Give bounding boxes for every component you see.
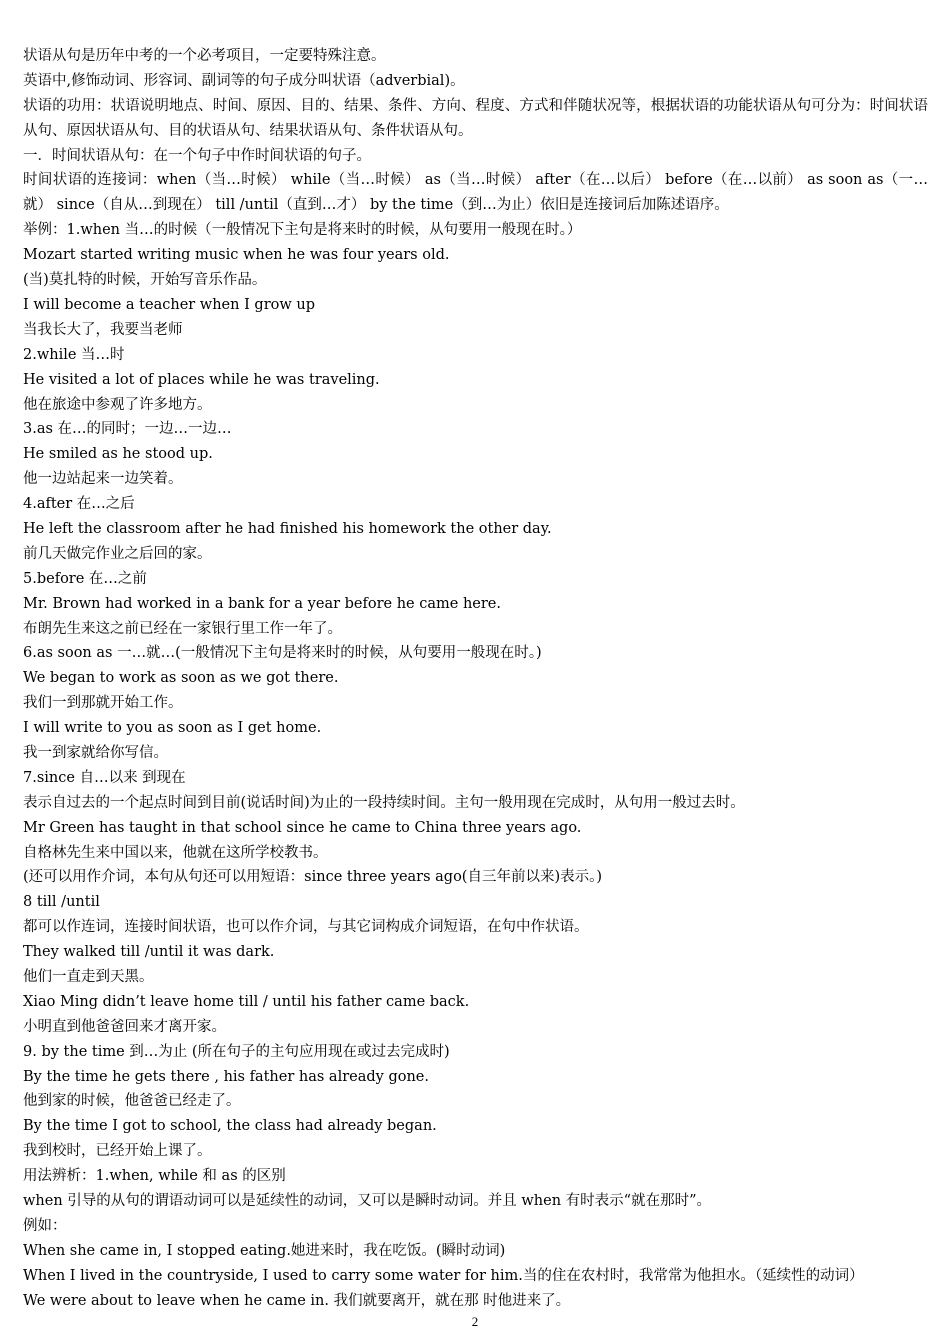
text-line: When she came in, I stopped eating.她进来时，我在吃饭。(瞬时动词) bbox=[23, 1242, 506, 1259]
text-line: 用法辨析：1.when, while 和 as 的区别 bbox=[23, 1168, 286, 1185]
text-line: He smiled as he stood up. bbox=[23, 446, 213, 463]
text-line: 都可以作连词，连接时间状语，也可以作介词，与其它词构成介词短语，在句中作状语。 bbox=[23, 919, 589, 936]
text-line: Mr Green has taught in that school since he came to China three years ago. bbox=[23, 819, 582, 836]
text-line: 他到家的时候，他爸爸已经走了。 bbox=[23, 1093, 241, 1110]
text-line: 5.before 在…之前 bbox=[23, 570, 147, 587]
text-line: 他一边站起来一边笑着。 bbox=[23, 471, 183, 488]
text-line: By the time I got to school, the class had already began. bbox=[23, 1118, 437, 1135]
text-paragraph: 状语的功用：状语说明地点、时间、原因、目的、结果、条件、方向、程度、方式和伴随状况等，根据状语的功能状语从句可分为：时间状语从句、原因状语从句、目的状语从句、结果状语从句、条件状语从句。 bbox=[23, 97, 928, 139]
text-line: By the time he gets there , his father has already gone. bbox=[23, 1068, 429, 1085]
text-line: 前几天做完作业之后回的家。 bbox=[23, 545, 212, 562]
text-line: (当)莫扎特的时候，开始写音乐作品。 bbox=[23, 272, 267, 289]
text-line: 我们一到那就开始工作。 bbox=[23, 695, 183, 712]
text-line: I will become a teacher when I grow up bbox=[23, 296, 316, 313]
text-line: 7.since 自…以来 到现在 bbox=[23, 769, 186, 786]
text-line: Xiao Ming didn’t leave home till / until his father came back. bbox=[23, 993, 470, 1010]
text-line: He visited a lot of places while he was traveling. bbox=[23, 371, 380, 388]
page-number: 2 bbox=[471, 1314, 479, 1329]
text-line: 9. by the time 到…为止 (所在句子的主句应用现在或过去完成时) bbox=[23, 1043, 450, 1060]
text-paragraph: 时间状语的连接词：when（当…时候） while（当…时候） as（当…时候） after（在…以后） before（在…以前） as soon as（一…就） since（自从…到现在） till /until（直到…才） by the time（到…为止）依旧是连接词后加陈述语序。 bbox=[23, 172, 928, 214]
section-heading: 一．时间状语从句：在一个句子中作时间状语的句子。 bbox=[23, 147, 371, 164]
text-line: 8 till /until bbox=[23, 894, 100, 911]
text-line: (还可以用作介词，本句从句还可以用短语：since three years ago(自三年前以来)表示。) bbox=[23, 869, 603, 886]
text-line: He left the classroom after he had finished his homework the other day. bbox=[23, 520, 552, 537]
text-line: 表示自过去的一个起点时间到目前(说话时间)为止的一段持续时间。主句一般用现在完成时，从句用一般过去时。 bbox=[23, 794, 745, 811]
text-line: We were about to leave when he came in. 我们就要离开，就在那 时他进来了。 bbox=[23, 1292, 571, 1309]
text-line: They walked till /until it was dark. bbox=[23, 944, 275, 961]
text-line: when 引导的从句的谓语动词可以是延续性的动词，又可以是瞬时动词。并且 when 有时表示“就在那时”。 bbox=[23, 1193, 711, 1210]
text-line: 我到校时，已经开始上课了。 bbox=[23, 1143, 212, 1160]
document-body bbox=[23, 44, 928, 1313]
text-line: 当我长大了，我要当老师 bbox=[23, 321, 183, 338]
text-line: 3.as 在…的同时；一边…一边… bbox=[23, 421, 232, 438]
text-line: Mr. Brown had worked in a bank for a year before he came here. bbox=[23, 595, 501, 612]
text-line: We began to work as soon as we got there. bbox=[23, 670, 339, 687]
text-line: 状语从句是历年中考的一个必考项目，一定要特殊注意。 bbox=[23, 48, 386, 64]
text-line: 他在旅途中参观了许多地方。 bbox=[23, 396, 212, 413]
text-line: 2.while 当…时 bbox=[23, 346, 125, 363]
text-line: 他们一直走到天黑。 bbox=[23, 969, 154, 986]
text-line: 我一到家就给你写信。 bbox=[23, 745, 168, 761]
text-line: 举例：1.when 当…的时候（一般情况下主句是将来时的时候，从句要用一般现在时。） bbox=[23, 222, 582, 239]
text-line: 英语中,修饰动词、形容词、副词等的句子成分叫状语（adverbial)。 bbox=[23, 72, 465, 89]
text-line: Mozart started writing music when he was four years old. bbox=[23, 247, 450, 264]
text-line: 布朗先生来这之前已经在一家银行里工作一年了。 bbox=[23, 620, 342, 637]
text-line: 小明直到他爸爸回来才离开家。 bbox=[23, 1018, 226, 1035]
text-line: When I lived in the countryside, I used to carry some water for him.当的住在农村时，我常常为他担水。（延续性的动词） bbox=[23, 1267, 864, 1284]
text-line: 6.as soon as 一…就…(一般情况下主句是将来时的时候，从句要用一般现在时。) bbox=[23, 645, 542, 662]
text-line: 4.after 在…之后 bbox=[23, 496, 135, 513]
text-line: 自格林先生来中国以来，他就在这所学校教书。 bbox=[23, 844, 328, 861]
text-line: I will write to you as soon as I get home. bbox=[23, 720, 322, 737]
text-line: 例如： bbox=[23, 1217, 67, 1234]
